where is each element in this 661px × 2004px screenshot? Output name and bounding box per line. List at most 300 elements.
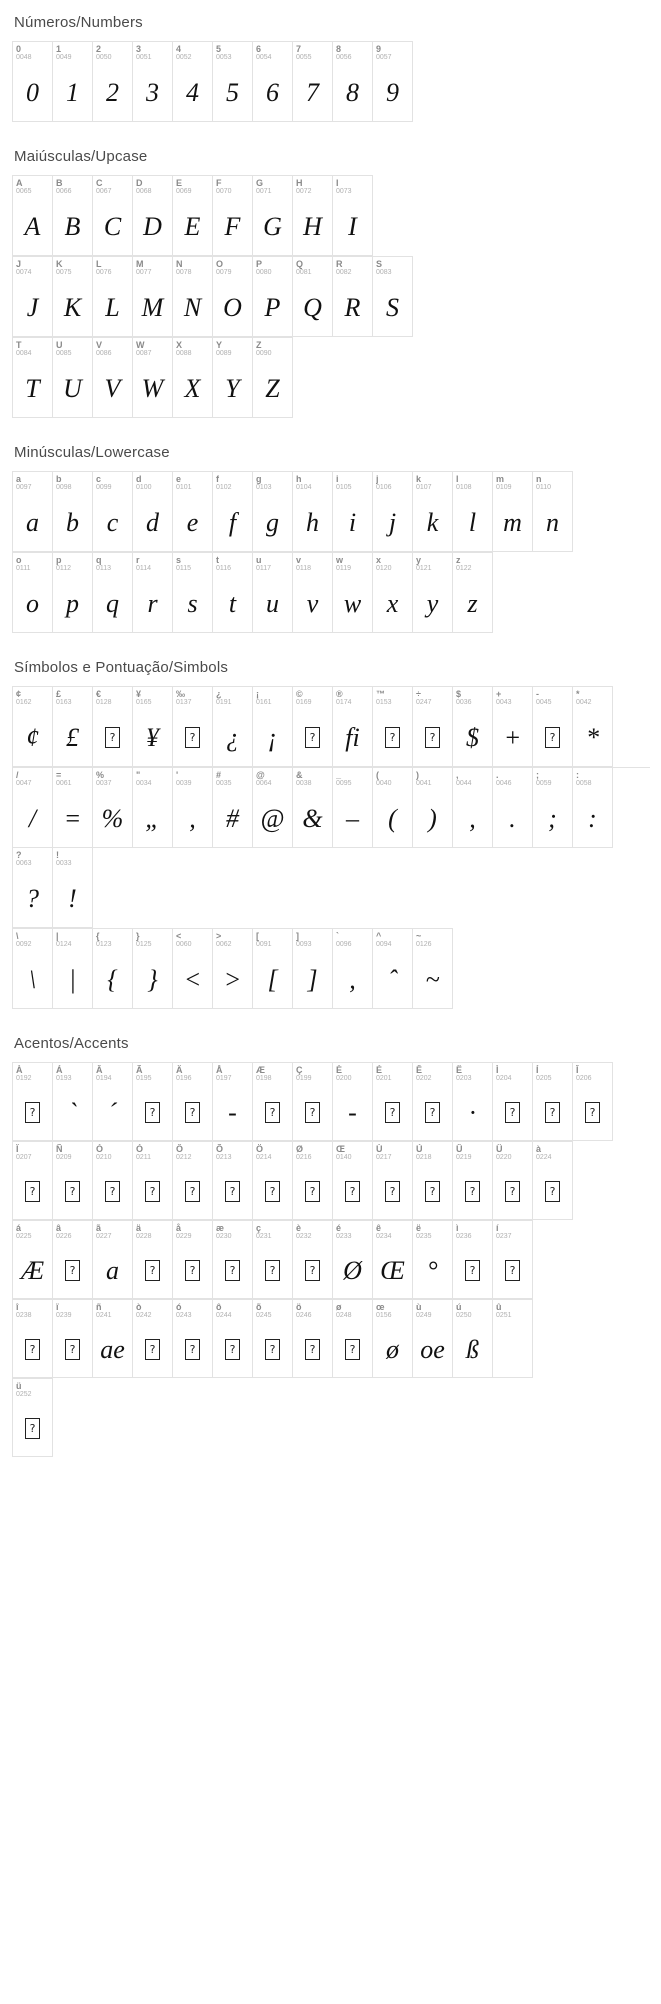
- missing-glyph-box: ?: [305, 1181, 320, 1202]
- glyph-meta: [173, 1063, 212, 1085]
- glyph-cell[interactable]: [373, 42, 413, 122]
- glyph-preview: t: [228, 588, 237, 618]
- glyph-cell[interactable]: [53, 1221, 93, 1299]
- section-title: Minúsculas/Lowercase: [14, 444, 170, 461]
- glyph-cell[interactable]: [293, 929, 333, 1009]
- glyph-preview: 2: [106, 77, 119, 107]
- glyph-char-label: ë: [416, 1223, 422, 1233]
- glyph-char-label: ê: [376, 1223, 382, 1233]
- glyph-cell[interactable]: [373, 687, 413, 767]
- glyph-char-label: æ: [216, 1223, 225, 1233]
- glyph-cell[interactable]: [413, 929, 453, 1009]
- glyph-cell[interactable]: [173, 1300, 213, 1378]
- glyph-preview: ¢: [26, 722, 39, 752]
- glyph-preview: T: [25, 373, 40, 403]
- glyph-cell[interactable]: [333, 929, 373, 1009]
- glyph-cell[interactable]: [293, 1142, 333, 1220]
- glyph-cell[interactable]: [213, 1063, 253, 1141]
- glyph-char-label: i: [336, 474, 339, 484]
- glyph-code-label: 0072: [296, 188, 312, 195]
- glyph-cell[interactable]: [333, 257, 373, 337]
- glyph-code-label: 0115: [176, 565, 192, 572]
- glyph-cell[interactable]: [413, 768, 453, 848]
- glyph-code-label: 0198: [256, 1075, 272, 1082]
- glyph-cell[interactable]: [493, 1300, 533, 1378]
- glyph-cell[interactable]: [213, 1300, 253, 1378]
- glyph-cell[interactable]: [373, 1221, 413, 1299]
- glyph-code-label: 0252: [16, 1391, 32, 1398]
- glyph-cell[interactable]: [493, 768, 533, 848]
- glyph-char-label: ¡: [256, 689, 259, 699]
- glyph-char-label: w: [336, 555, 344, 565]
- glyph-cell[interactable]: [293, 1063, 333, 1141]
- glyph-cell[interactable]: [13, 472, 53, 552]
- glyph-cell[interactable]: [373, 768, 413, 848]
- glyph-cell[interactable]: [93, 1221, 133, 1299]
- glyph-cell[interactable]: [293, 553, 333, 633]
- glyph-cell[interactable]: [253, 338, 293, 418]
- glyph-preview: =: [63, 803, 82, 833]
- glyph-cell[interactable]: [253, 687, 293, 767]
- glyph-cell[interactable]: [413, 1063, 453, 1141]
- glyph-meta: [13, 553, 52, 575]
- glyph-cell[interactable]: [453, 1300, 493, 1378]
- glyph-cell[interactable]: [333, 472, 373, 552]
- glyph-meta: [373, 257, 412, 279]
- glyph-preview: 1: [66, 77, 79, 107]
- glyph-char-label: /: [16, 770, 19, 780]
- glyph-cell[interactable]: [493, 472, 533, 552]
- glyph-cell[interactable]: [13, 1063, 53, 1141]
- glyph-cell[interactable]: [173, 1142, 213, 1220]
- glyph-meta: [253, 1063, 292, 1085]
- glyph-cell[interactable]: [453, 687, 493, 767]
- glyph-preview: 3: [146, 77, 159, 107]
- glyph-cell[interactable]: [453, 1142, 493, 1220]
- glyph-meta: [53, 553, 92, 575]
- glyph-cell[interactable]: [93, 687, 133, 767]
- glyph-cell[interactable]: [13, 1379, 53, 1457]
- glyph-cell[interactable]: [533, 1142, 573, 1220]
- glyph-char-label: C: [96, 178, 103, 188]
- glyph-cell[interactable]: [133, 1063, 173, 1141]
- glyph-cell[interactable]: [13, 257, 53, 337]
- glyph-cell[interactable]: [453, 1063, 493, 1141]
- glyph-meta: [453, 553, 492, 575]
- glyph-preview: 8: [346, 77, 359, 107]
- glyph-code-label: 0249: [416, 1312, 432, 1319]
- glyph-cell[interactable]: [53, 848, 93, 928]
- glyph-meta: [413, 687, 452, 709]
- glyph-cell[interactable]: [293, 257, 333, 337]
- glyph-preview: u: [266, 588, 279, 618]
- glyph-cell[interactable]: [13, 176, 53, 256]
- glyph-cell[interactable]: [493, 1221, 533, 1299]
- glyph-preview: [173, 1243, 212, 1298]
- glyph-cell[interactable]: [253, 1221, 293, 1299]
- glyph-cell[interactable]: [53, 929, 93, 1009]
- glyph-cell[interactable]: [133, 687, 173, 767]
- glyph-cell[interactable]: [333, 1221, 373, 1299]
- glyph-cell[interactable]: [133, 768, 173, 848]
- glyph-cell[interactable]: [373, 472, 413, 552]
- glyph-code-label: 0193: [56, 1075, 72, 1082]
- glyph-cell[interactable]: [13, 553, 53, 633]
- glyph-cell[interactable]: [253, 1300, 293, 1378]
- glyph-char-label: Õ: [216, 1144, 224, 1154]
- glyph-cell[interactable]: [213, 929, 253, 1009]
- glyph-preview: <: [183, 964, 202, 994]
- glyph-cell[interactable]: [293, 1300, 333, 1378]
- glyph-meta: [13, 42, 52, 64]
- glyph-preview: [173, 1085, 212, 1140]
- glyph-preview: ´: [108, 1097, 117, 1127]
- glyph-cell[interactable]: [213, 1221, 253, 1299]
- glyph-meta: [173, 929, 212, 951]
- glyph-cell[interactable]: [93, 1142, 133, 1220]
- glyph-code-label: 0203: [456, 1075, 472, 1082]
- glyph-cell[interactable]: [13, 768, 53, 848]
- glyph-cell[interactable]: [53, 1063, 93, 1141]
- glyph-cell[interactable]: [93, 768, 133, 848]
- glyph-cell[interactable]: [93, 176, 133, 256]
- glyph-cell[interactable]: [253, 929, 293, 1009]
- glyph-char-label: ': [176, 770, 179, 780]
- glyph-code-label: 0216: [296, 1154, 312, 1161]
- glyph-cell[interactable]: [413, 1300, 453, 1378]
- glyph-cell[interactable]: [53, 553, 93, 633]
- glyph-cell[interactable]: [213, 472, 253, 552]
- glyph-char-label: x: [376, 555, 382, 565]
- glyph-code-label: 0194: [96, 1075, 112, 1082]
- glyph-meta: [133, 768, 172, 790]
- glyph-cell[interactable]: [253, 1142, 293, 1220]
- glyph-meta: [293, 176, 332, 198]
- missing-glyph-box: ?: [185, 1260, 200, 1281]
- glyph-cell[interactable]: [373, 257, 413, 337]
- glyph-preview: @: [260, 803, 285, 833]
- glyph-cell[interactable]: [53, 42, 93, 122]
- glyph-meta: [253, 176, 292, 198]
- glyph-meta: [53, 687, 92, 709]
- glyph-code-label: 0107: [416, 484, 432, 491]
- glyph-cell[interactable]: [53, 1300, 93, 1378]
- glyph-char-label: [: [256, 931, 259, 941]
- glyph-cell[interactable]: [213, 687, 253, 767]
- glyph-cell[interactable]: [13, 1221, 53, 1299]
- glyph-cell[interactable]: [133, 929, 173, 1009]
- glyph-meta: [533, 472, 572, 494]
- glyph-char-label: f: [216, 474, 219, 484]
- glyph-code-label: 0109: [496, 484, 512, 491]
- glyph-code-label: 0065: [16, 188, 32, 195]
- glyph-preview: [133, 1322, 172, 1377]
- glyph-meta: [213, 1063, 252, 1085]
- glyph-meta: [173, 687, 212, 709]
- glyph-code-label: 0070: [216, 188, 232, 195]
- glyph-cell[interactable]: [333, 1063, 373, 1141]
- glyph-row: [12, 1378, 53, 1457]
- glyph-cell[interactable]: [293, 42, 333, 122]
- glyph-code-label: 0123: [96, 941, 112, 948]
- glyph-meta: [253, 472, 292, 494]
- glyph-cell[interactable]: [53, 176, 93, 256]
- glyph-cell[interactable]: [173, 687, 213, 767]
- glyph-code-label: 0205: [536, 1075, 552, 1082]
- glyph-cell[interactable]: [253, 553, 293, 633]
- glyph-char-label: À: [16, 1065, 23, 1075]
- glyph-code-label: 0040: [376, 780, 392, 787]
- glyph-preview: oe: [420, 1334, 445, 1364]
- glyph-meta: [333, 472, 372, 494]
- glyph-meta: [13, 257, 52, 279]
- glyph-cell[interactable]: [453, 768, 493, 848]
- glyph-cell[interactable]: [333, 553, 373, 633]
- glyph-cell[interactable]: [493, 687, 533, 767]
- glyph-cell[interactable]: [173, 176, 213, 256]
- glyph-preview: L: [105, 292, 120, 322]
- glyph-preview: 9: [386, 77, 399, 107]
- glyph-cell[interactable]: [333, 1142, 373, 1220]
- glyph-code-label: 0244: [216, 1312, 232, 1319]
- glyph-cell[interactable]: [13, 1142, 53, 1220]
- glyph-preview: -: [228, 1097, 237, 1127]
- glyph-cell[interactable]: [453, 472, 493, 552]
- glyph-cell[interactable]: [213, 768, 253, 848]
- glyph-meta: [13, 1142, 52, 1164]
- glyph-cell[interactable]: [293, 1221, 333, 1299]
- glyph-meta: [453, 472, 492, 494]
- glyph-cell[interactable]: [133, 338, 173, 418]
- glyph-preview: &: [302, 803, 323, 833]
- glyph-cell[interactable]: [13, 338, 53, 418]
- glyph-cell[interactable]: [213, 1142, 253, 1220]
- glyph-preview: [: [267, 964, 278, 994]
- glyph-cell[interactable]: [133, 553, 173, 633]
- glyph-preview: k: [426, 507, 439, 537]
- glyph-cell[interactable]: [213, 42, 253, 122]
- glyph-cell[interactable]: [13, 929, 53, 1009]
- glyph-char-label: â: [56, 1223, 62, 1233]
- glyph-cell[interactable]: [413, 472, 453, 552]
- glyph-cell[interactable]: [173, 257, 213, 337]
- glyph-code-label: 0197: [216, 1075, 232, 1082]
- glyph-code-label: 0242: [136, 1312, 152, 1319]
- sections-container: [12, 14, 649, 1457]
- glyph-cell[interactable]: [53, 472, 93, 552]
- glyph-cell[interactable]: [373, 1063, 413, 1141]
- missing-glyph-box: ?: [265, 1181, 280, 1202]
- glyph-cell[interactable]: [253, 768, 293, 848]
- glyph-cell[interactable]: [253, 176, 293, 256]
- glyph-code-label: 0067: [96, 188, 112, 195]
- glyph-cell[interactable]: [93, 472, 133, 552]
- glyph-cell[interactable]: [133, 257, 173, 337]
- glyph-cell[interactable]: [333, 42, 373, 122]
- glyph-cell[interactable]: [493, 1142, 533, 1220]
- glyph-code-label: 0100: [136, 484, 152, 491]
- missing-glyph-box: ?: [25, 1418, 40, 1439]
- glyph-meta: [13, 768, 52, 790]
- glyph-cell[interactable]: [533, 1063, 573, 1141]
- glyph-cell[interactable]: [413, 553, 453, 633]
- glyph-cell[interactable]: [413, 1142, 453, 1220]
- glyph-cell[interactable]: [133, 42, 173, 122]
- glyph-code-label: 0051: [136, 54, 152, 61]
- glyph-preview: /: [28, 803, 37, 833]
- glyph-cell[interactable]: [213, 338, 253, 418]
- glyph-cell[interactable]: [373, 1142, 413, 1220]
- glyph-code-label: 0036: [456, 699, 472, 706]
- glyph-preview: W: [141, 373, 164, 403]
- glyph-char-label: ^: [376, 931, 382, 941]
- glyph-cell[interactable]: [533, 472, 573, 552]
- glyph-cell[interactable]: [333, 768, 373, 848]
- glyph-cell[interactable]: [573, 687, 613, 767]
- glyph-cell[interactable]: [213, 257, 253, 337]
- missing-glyph-box: ?: [145, 1181, 160, 1202]
- missing-glyph-box: ?: [585, 1102, 600, 1123]
- glyph-cell[interactable]: [413, 687, 453, 767]
- glyph-preview: [293, 709, 332, 766]
- glyph-cell[interactable]: [253, 1063, 293, 1141]
- glyph-cell[interactable]: [533, 768, 573, 848]
- glyph-meta: [413, 1221, 452, 1243]
- glyph-cell[interactable]: [253, 472, 293, 552]
- glyph-meta: [413, 1142, 452, 1164]
- glyph-cell[interactable]: [173, 929, 213, 1009]
- glyph-cell[interactable]: [213, 176, 253, 256]
- glyph-meta: [13, 848, 52, 870]
- glyph-char-label: Ü: [496, 1144, 503, 1154]
- glyph-cell[interactable]: [453, 1221, 493, 1299]
- glyph-meta: [293, 768, 332, 790]
- glyph-cell[interactable]: [93, 338, 133, 418]
- glyph-cell[interactable]: [333, 1300, 373, 1378]
- glyph-preview: H: [303, 211, 322, 241]
- glyph-cell[interactable]: [53, 338, 93, 418]
- glyph-preview: p: [66, 588, 79, 618]
- glyph-cell[interactable]: [93, 257, 133, 337]
- glyph-cell[interactable]: [173, 1221, 213, 1299]
- glyph-meta: [333, 42, 372, 64]
- glyph-cell[interactable]: [133, 176, 173, 256]
- glyph-preview: +: [503, 722, 522, 752]
- glyph-cell[interactable]: [253, 257, 293, 337]
- glyph-cell[interactable]: [13, 42, 53, 122]
- glyph-code-label: 0116: [216, 565, 232, 572]
- glyph-cell[interactable]: [373, 553, 413, 633]
- missing-glyph-box: ?: [385, 1181, 400, 1202]
- glyph-code-label: 0119: [336, 565, 352, 572]
- glyph-cell[interactable]: [293, 176, 333, 256]
- glyph-cell[interactable]: [173, 768, 213, 848]
- glyph-cell[interactable]: [93, 929, 133, 1009]
- glyph-cell[interactable]: [173, 1063, 213, 1141]
- glyph-char-label: ~: [416, 931, 422, 941]
- glyph-preview: –: [346, 803, 359, 833]
- glyph-code-label: 0204: [496, 1075, 512, 1082]
- missing-glyph-box: ?: [185, 1339, 200, 1360]
- glyph-char-label: !: [56, 850, 59, 860]
- glyph-cell[interactable]: [573, 768, 613, 848]
- glyph-cell[interactable]: [13, 687, 53, 767]
- glyph-cell[interactable]: [293, 472, 333, 552]
- glyph-cell[interactable]: [173, 338, 213, 418]
- glyph-cell[interactable]: [133, 472, 173, 552]
- glyph-cell[interactable]: [93, 1063, 133, 1141]
- glyph-cell[interactable]: [333, 176, 373, 256]
- glyph-preview: ¿: [226, 722, 239, 752]
- glyph-preview: U: [63, 373, 82, 403]
- glyph-code-label: 0235: [416, 1233, 432, 1240]
- glyph-meta: [213, 176, 252, 198]
- glyph-preview: ~: [425, 964, 440, 994]
- glyph-cell[interactable]: [453, 553, 493, 633]
- glyph-meta: [213, 257, 252, 279]
- glyph-cell[interactable]: [373, 1300, 413, 1378]
- glyph-cell[interactable]: [293, 768, 333, 848]
- glyph-code-label: 0085: [56, 350, 72, 357]
- glyph-cell[interactable]: [413, 1221, 453, 1299]
- glyph-cell[interactable]: [53, 768, 93, 848]
- glyph-meta: [493, 768, 532, 790]
- glyph-cell[interactable]: [173, 472, 213, 552]
- glyph-cell[interactable]: [93, 553, 133, 633]
- glyph-code-label: 0042: [576, 699, 592, 706]
- missing-glyph-box: ?: [225, 1339, 240, 1360]
- glyph-cell[interactable]: [333, 687, 373, 767]
- glyph-code-label: 0199: [296, 1075, 312, 1082]
- glyph-cell[interactable]: [53, 257, 93, 337]
- glyph-cell[interactable]: [493, 1063, 533, 1141]
- glyph-code-label: 0095: [336, 780, 352, 787]
- glyph-code-label: 0104: [296, 484, 312, 491]
- glyph-cell[interactable]: [93, 1300, 133, 1378]
- glyph-meta: [173, 768, 212, 790]
- glyph-preview: ]: [307, 964, 318, 994]
- glyph-cell[interactable]: [133, 1300, 173, 1378]
- glyph-meta: [93, 1221, 132, 1243]
- glyph-char-label: Ò: [96, 1144, 104, 1154]
- glyph-cell[interactable]: [213, 553, 253, 633]
- glyph-char-label: ô: [216, 1302, 222, 1312]
- glyph-row: [12, 928, 453, 1009]
- glyph-preview: f: [228, 507, 237, 537]
- glyph-meta: [253, 1300, 292, 1322]
- glyph-meta: [333, 257, 372, 279]
- glyph-preview: [253, 1322, 292, 1377]
- glyph-cell[interactable]: [13, 1300, 53, 1378]
- glyph-cell[interactable]: [133, 1142, 173, 1220]
- glyph-cell[interactable]: [93, 42, 133, 122]
- glyph-cell[interactable]: [293, 687, 333, 767]
- glyph-cell[interactable]: [133, 1221, 173, 1299]
- glyph-code-label: 0120: [376, 565, 392, 572]
- glyph-char-label: \: [16, 931, 19, 941]
- glyph-section-lower: [12, 444, 649, 633]
- glyph-cell[interactable]: [253, 42, 293, 122]
- glyph-cell[interactable]: [373, 929, 413, 1009]
- glyph-cell[interactable]: [13, 848, 53, 928]
- glyph-cell[interactable]: [573, 1063, 613, 1141]
- glyph-cell[interactable]: [173, 42, 213, 122]
- glyph-cell[interactable]: [173, 553, 213, 633]
- glyph-cell[interactable]: [53, 687, 93, 767]
- glyph-cell[interactable]: [533, 687, 573, 767]
- glyph-cell[interactable]: [53, 1142, 93, 1220]
- glyph-preview: o: [26, 588, 39, 618]
